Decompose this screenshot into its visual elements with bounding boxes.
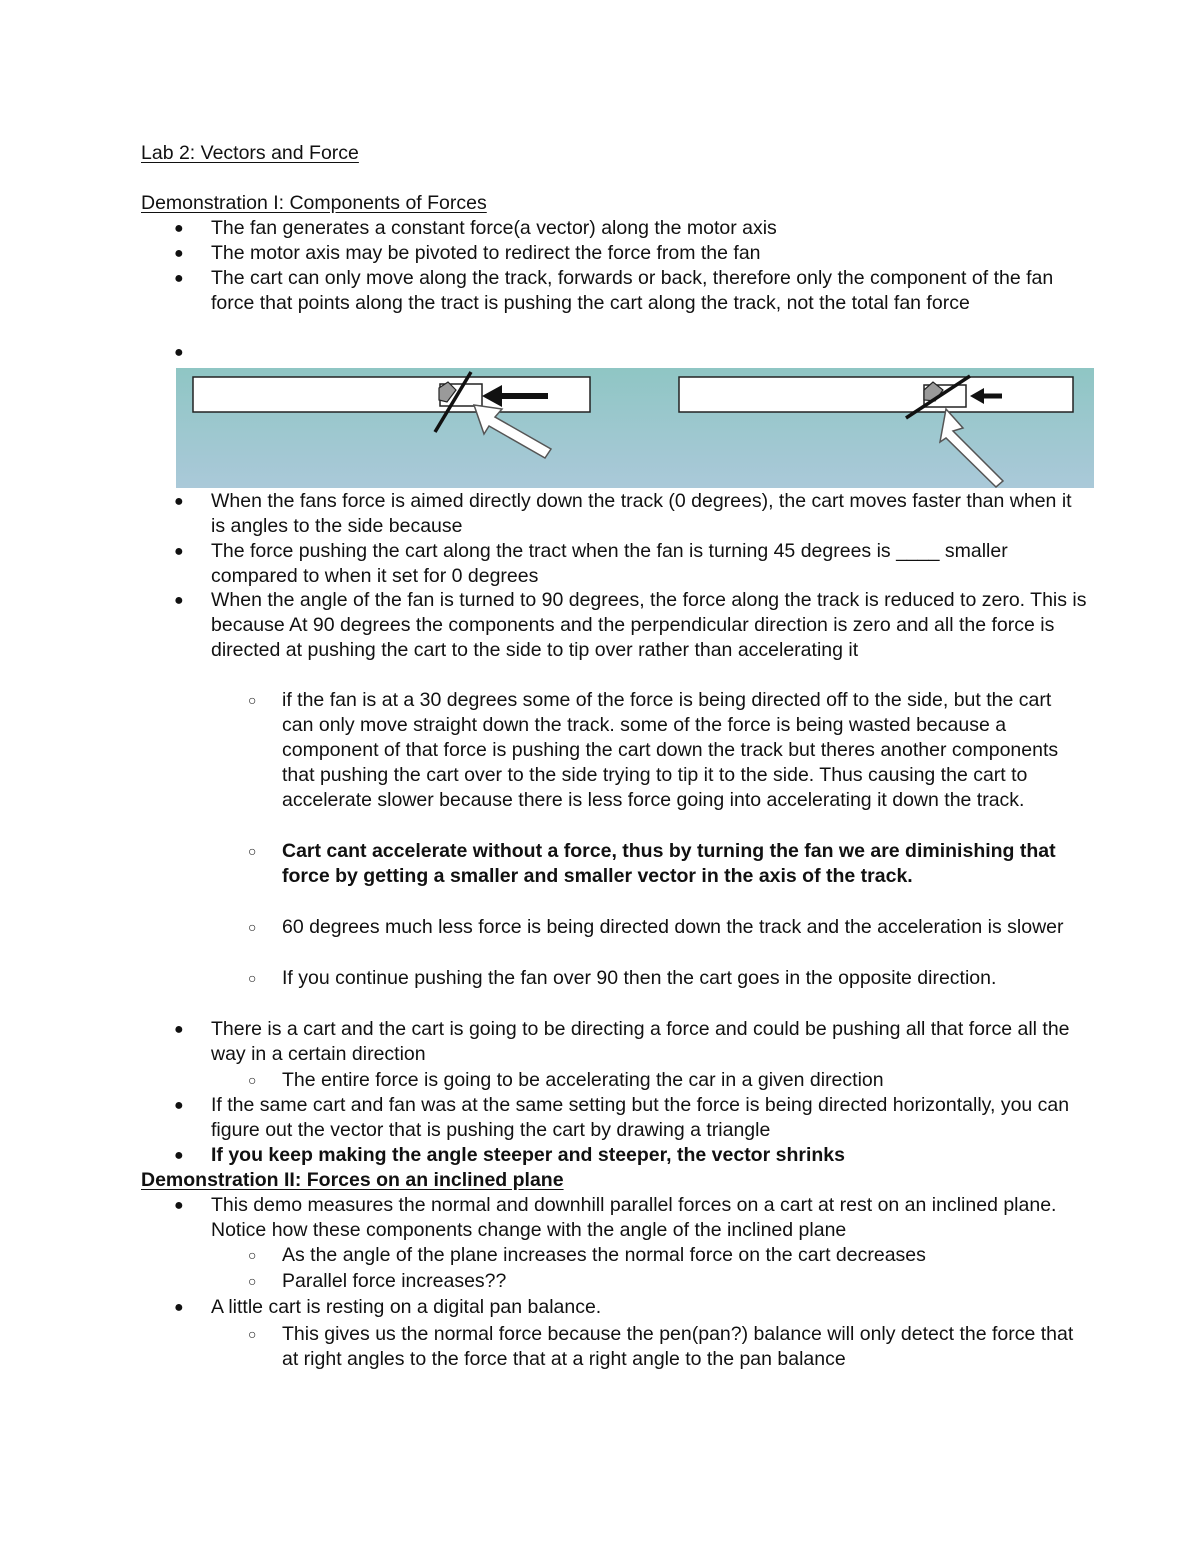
- list-item: If you keep making the angle steeper and steeper, the vector shrinks: [211, 1144, 845, 1166]
- fan-cart-figure: [176, 368, 1094, 488]
- sub-list-item: The entire force is going to be accelerating the car in a given direction: [282, 1069, 884, 1091]
- list-item: When the angle of the fan is turned to 90 degrees, the force along the track is reduced to zero. This is because At 90 degrees the components and the perpendicular direction is zero and all the force is directed at pushing the cart to the side to tip over rather than accelerating it: [211, 589, 1087, 661]
- sub-list-item: if the fan is at a 30 degrees some of the force is being directed off to the side, but the cart can only move straight down the track. some of the force is being wasted because a component of that force is pushing the cart down the track but theres another components that pushing the cart over to the side trying to tip it to the side. Thus causing the cart to accelerate slower because there is less force going into accelerating it down the track.: [282, 689, 1059, 811]
- demo1-heading: Demonstration I: Components of Forces: [141, 192, 487, 214]
- sub-bullet-icon: ○: [248, 1072, 257, 1088]
- list-item: When the fans force is aimed directly down the track (0 degrees), the cart moves faster than when it is angles to the side because: [211, 490, 1072, 537]
- sub-bullet-icon: ○: [248, 1326, 257, 1342]
- bullet-icon: ●: [174, 1299, 184, 1316]
- sub-list-item: This gives us the normal force because the pen(pan?) balance will only detect the force that at right angles to the force that at a right angle to the pan balance: [282, 1323, 1074, 1370]
- sub-bullet-icon: ○: [248, 1247, 257, 1263]
- sub-bullet-icon: ○: [248, 843, 257, 859]
- sub-bullet-icon: ○: [248, 1273, 257, 1289]
- demo2-heading: Demonstration II: Forces on an inclined plane: [141, 1169, 564, 1191]
- list-item: A little cart is resting on a digital pan balance.: [211, 1296, 602, 1318]
- bullet-icon: ●: [174, 245, 184, 262]
- bullet-icon: ●: [174, 220, 184, 237]
- list-item: The force pushing the cart along the tract when the fan is turning 45 degrees is ____ smaller compared to when it set for 0 degrees: [211, 540, 1008, 587]
- sub-bullet-icon: ○: [248, 919, 257, 935]
- bullet-icon: ●: [174, 344, 184, 361]
- track-right: [679, 377, 1073, 412]
- bullet-icon: ●: [174, 270, 184, 287]
- bullet-icon: ●: [174, 543, 184, 560]
- sub-list-item: Cart cant accelerate without a force, thus by turning the fan we are diminishing that force by getting a smaller and smaller vector in the axis of the track.: [282, 840, 1056, 887]
- bullet-icon: ●: [174, 592, 184, 609]
- bullet-icon: ●: [174, 1021, 184, 1038]
- list-item: This demo measures the normal and downhill parallel forces on a cart at rest on an inclined plane. Notice how these components change with the angle of the inclined plane: [211, 1194, 1057, 1241]
- sub-list-item: As the angle of the plane increases the normal force on the cart decreases: [282, 1244, 926, 1266]
- bullet-icon: ●: [174, 1147, 184, 1164]
- list-item: There is a cart and the cart is going to be directing a force and could be pushing all that force all the way in a certain direction: [211, 1018, 1070, 1065]
- list-item: The motor axis may be pivoted to redirect the force from the fan: [211, 242, 761, 264]
- bullet-icon: ●: [174, 1197, 184, 1214]
- list-item: If the same cart and fan was at the same setting but the force is being directed horizontally, you can figure out the vector that is pushing the cart by drawing a triangle: [211, 1094, 1070, 1141]
- sub-list-item: If you continue pushing the fan over 90 then the cart goes in the opposite direction.: [282, 967, 997, 989]
- sub-bullet-icon: ○: [248, 692, 257, 708]
- sub-bullet-icon: ○: [248, 970, 257, 986]
- bullet-icon: ●: [174, 493, 184, 510]
- list-item: The fan generates a constant force(a vector) along the motor axis: [211, 217, 777, 239]
- bullet-icon: ●: [174, 1097, 184, 1114]
- sub-list-item: Parallel force increases??: [282, 1270, 507, 1292]
- sub-list-item: 60 degrees much less force is being directed down the track and the acceleration is slower: [282, 916, 1064, 938]
- page-title: Lab 2: Vectors and Force: [141, 142, 359, 164]
- list-item: The cart can only move along the track, forwards or back, therefore only the component of the fan force that points along the tract is pushing the cart along the track, not the total fan force: [211, 267, 1054, 314]
